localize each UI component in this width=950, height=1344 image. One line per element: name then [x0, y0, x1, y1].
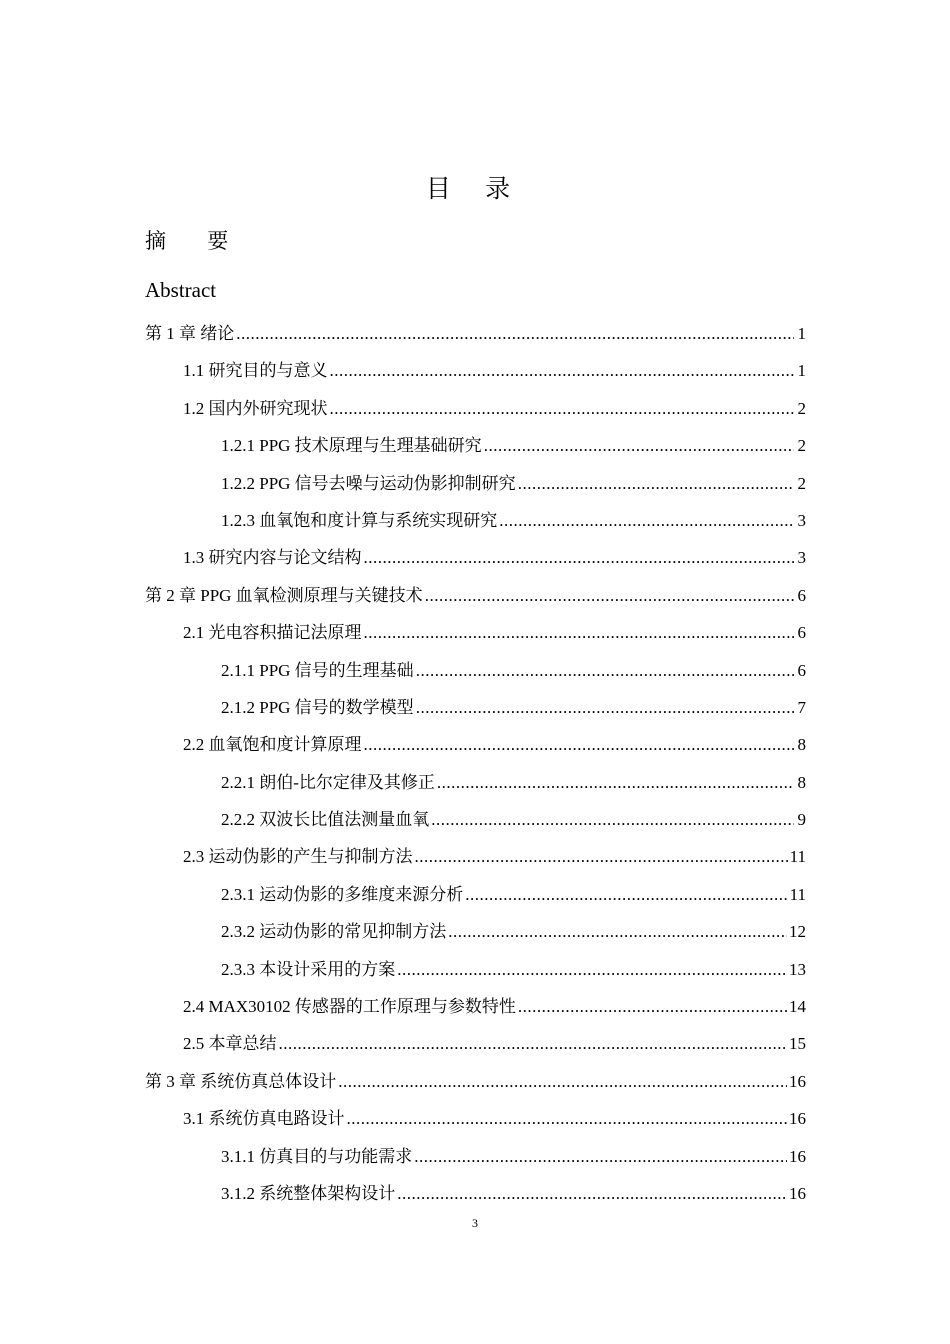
toc-entry-label: 2.2 血氧饱和度计算原理: [183, 735, 362, 755]
toc-dot-leader: [431, 806, 794, 834]
toc-entry-page: 2: [797, 473, 806, 493]
toc-entry-page: 8: [797, 735, 806, 755]
toc-dot-leader: [236, 320, 794, 348]
toc-entry-label: 2.3.3 本设计采用的方案: [221, 959, 396, 979]
toc-entry-page: 1: [797, 324, 806, 343]
toc-entry-page: 14: [789, 997, 806, 1017]
toc-entry[interactable]: [145, 769, 806, 806]
toc-entry-page: 3: [797, 548, 806, 568]
toc-dot-leader: [397, 1180, 787, 1208]
toc-entry-page: 11: [789, 847, 806, 867]
toc-dot-leader: [437, 769, 794, 797]
toc-entry[interactable]: [145, 993, 806, 1030]
toc-entry[interactable]: [145, 432, 806, 469]
toc-entry[interactable]: [145, 956, 806, 993]
toc-entry-label: 3.1 系统仿真电路设计: [183, 1109, 345, 1129]
toc-dot-leader: [279, 1030, 788, 1058]
toc-entry-page: 16: [789, 1109, 806, 1129]
toc-dot-leader: [397, 956, 787, 984]
toc-dot-leader: [330, 357, 795, 385]
toc-entry[interactable]: [145, 320, 806, 357]
abstract-zh-heading: 摘 要: [145, 229, 247, 253]
toc-entry-page: 1: [797, 361, 806, 381]
toc-entry-label: 1.2.2 PPG 信号去噪与运动伪影抑制研究: [221, 473, 516, 493]
toc-entry-label: 2.4 MAX30102 传感器的工作原理与参数特性: [183, 997, 516, 1017]
toc-entry-page: 6: [797, 660, 806, 680]
toc-entry-label: 第 2 章 PPG 血氧检测原理与关键技术: [145, 585, 423, 605]
toc-entry-label: 2.1.2 PPG 信号的数学模型: [221, 697, 414, 717]
toc-dot-leader: [518, 470, 794, 498]
table-of-contents: [145, 320, 806, 1217]
toc-entry[interactable]: [145, 731, 806, 768]
page-number: 3: [472, 1216, 478, 1230]
toc-dot-leader: [484, 432, 794, 460]
toc-entry[interactable]: [145, 395, 806, 432]
toc-entry-label: 2.2.1 朗伯-比尔定律及其修正: [221, 772, 435, 792]
toc-entry-label: 2.1.1 PPG 信号的生理基础: [221, 660, 414, 680]
toc-entry-label: 2.3.2 运动伪影的常见抑制方法: [221, 922, 447, 942]
toc-dot-leader: [364, 619, 795, 647]
toc-entry-label: 2.3.1 运动伪影的多维度来源分析: [221, 884, 464, 904]
toc-dot-leader: [499, 507, 794, 535]
toc-dot-leader: [416, 694, 794, 722]
toc-entry-label: 2.5 本章总结: [183, 1034, 277, 1054]
toc-dot-leader: [364, 544, 795, 572]
abstract-en-heading: Abstract: [145, 278, 217, 302]
toc-entry-page: 16: [789, 1183, 806, 1203]
toc-entry-page: 2: [797, 398, 806, 418]
toc-entry-label: 3.1.2 系统整体架构设计: [221, 1183, 396, 1203]
toc-entry-page: 12: [789, 922, 806, 942]
toc-dot-leader: [338, 1068, 787, 1096]
toc-entry-label: 3.1.1 仿真目的与功能需求: [221, 1146, 413, 1166]
toc-entry[interactable]: [145, 1030, 806, 1067]
toc-entry-page: 11: [789, 884, 806, 904]
toc-entry[interactable]: [145, 1068, 806, 1105]
toc-entry[interactable]: [145, 582, 806, 619]
toc-dot-leader: [425, 582, 794, 610]
toc-entry[interactable]: [145, 918, 806, 955]
toc-entry-label: 1.2.3 血氧饱和度计算与系统实现研究: [221, 510, 498, 530]
toc-entry-page: 2: [797, 436, 806, 456]
toc-entry-label: 1.3 研究内容与论文结构: [183, 548, 362, 568]
toc-entry-page: 16: [789, 1071, 806, 1091]
toc-entry-label: 1.1 研究目的与意义: [183, 361, 328, 381]
toc-dot-leader: [416, 657, 794, 685]
toc-entry[interactable]: [145, 881, 806, 918]
toc-entry-page: 13: [789, 959, 806, 979]
toc-entry-label: 2.1 光电容积描记法原理: [183, 623, 362, 643]
toc-entry-page: 15: [789, 1034, 806, 1054]
toc-entry[interactable]: [145, 470, 806, 507]
toc-entry-label: 2.3 运动伪影的产生与抑制方法: [183, 847, 413, 867]
toc-entry[interactable]: [145, 619, 806, 656]
toc-entry-label: 2.2.2 双波长比值法测量血氧: [221, 810, 430, 830]
toc-dot-leader: [414, 1143, 787, 1171]
toc-dot-leader: [518, 993, 787, 1021]
toc-entry-page: 8: [797, 772, 806, 792]
toc-entry-page: 7: [797, 697, 806, 717]
toc-entry-page: 9: [797, 810, 806, 830]
toc-entry-label: 1.2.1 PPG 技术原理与生理基础研究: [221, 436, 482, 456]
toc-entry-page: 16: [789, 1146, 806, 1166]
toc-entry[interactable]: [145, 694, 806, 731]
toc-entry[interactable]: [145, 1180, 806, 1217]
toc-dot-leader: [364, 731, 795, 759]
toc-entry-page: 6: [797, 585, 806, 605]
toc-entry[interactable]: [145, 657, 806, 694]
toc-dot-leader: [347, 1105, 788, 1133]
toc-entry-label: 1.2 国内外研究现状: [183, 398, 328, 418]
toc-entry-page: 6: [797, 623, 806, 643]
toc-dot-leader: [415, 843, 788, 871]
toc-dot-leader: [330, 395, 795, 423]
toc-entry-page: 3: [797, 510, 806, 530]
toc-entry-label: 第 1 章 绪论: [145, 324, 235, 343]
toc-entry[interactable]: [145, 806, 806, 843]
toc-entry[interactable]: [145, 843, 806, 880]
toc-entry[interactable]: [145, 544, 806, 581]
toc-entry[interactable]: [145, 1105, 806, 1142]
toc-entry[interactable]: [145, 1143, 806, 1180]
toc-entry[interactable]: [145, 507, 806, 544]
toc-dot-leader: [448, 918, 787, 946]
toc-entry-label: 第 3 章 系统仿真总体设计: [145, 1071, 337, 1091]
toc-dot-leader: [465, 881, 787, 909]
page-title: 目 录: [425, 176, 525, 203]
toc-entry[interactable]: [145, 357, 806, 394]
